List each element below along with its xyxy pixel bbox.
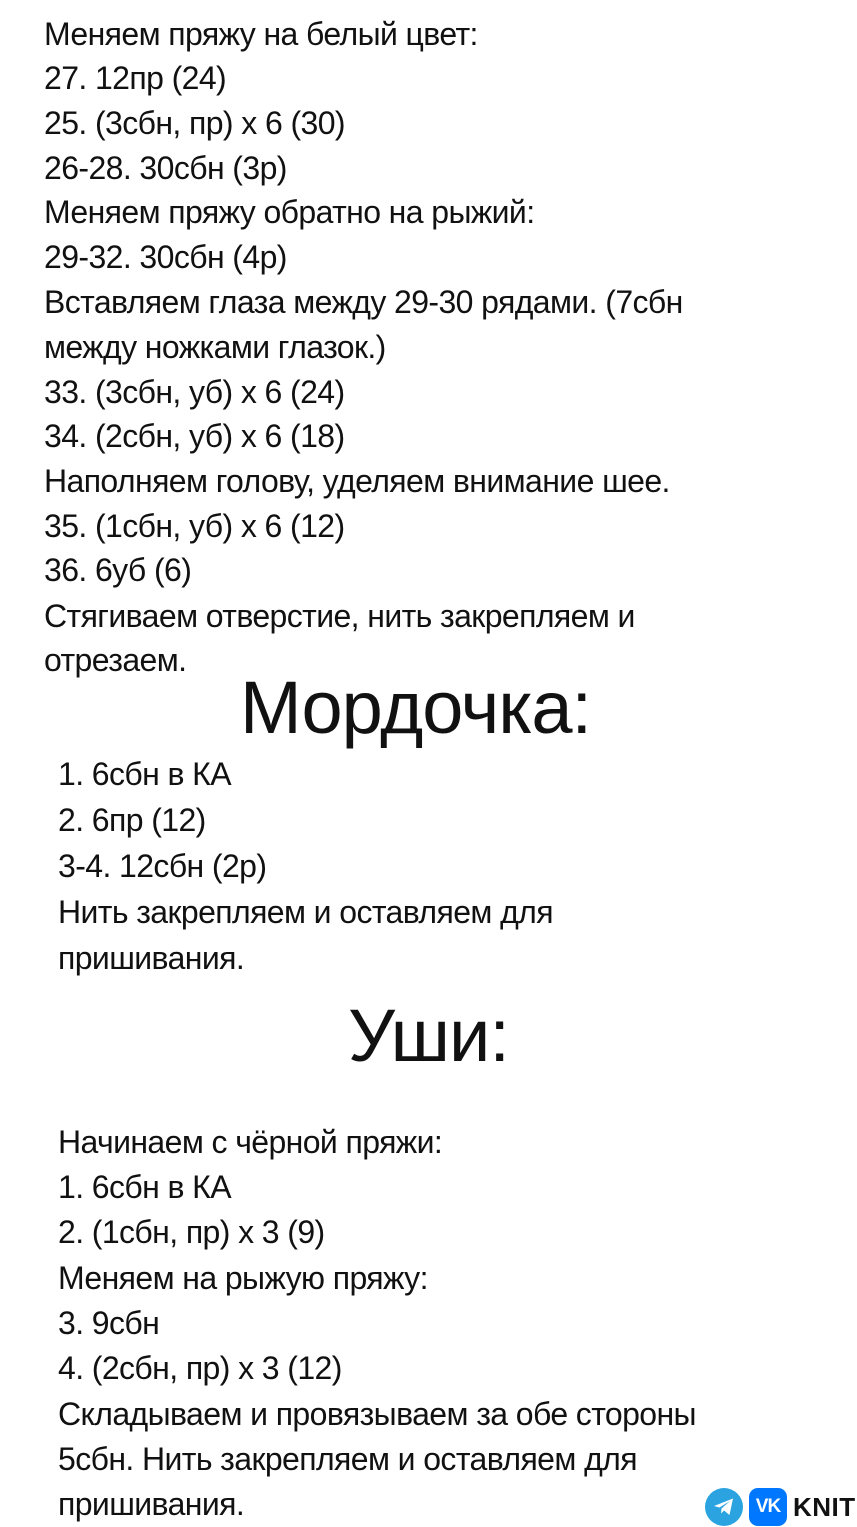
instruction-line: 35. (1сбн, уб) х 6 (12) — [44, 508, 345, 544]
instruction-line: 1. 6сбн в КА — [58, 756, 231, 792]
instruction-line: Вставляем глаза между 29-30 рядами. (7сбн — [44, 284, 683, 320]
instruction-line: 33. (3сбн, уб) х 6 (24) — [44, 374, 345, 410]
instruction-line: пришивания. — [58, 940, 245, 976]
instruction-line: 29-32. 30сбн (4р) — [44, 239, 287, 275]
instruction-line: отрезаем. — [44, 642, 187, 678]
instruction-line: 3. 9сбн — [58, 1305, 160, 1341]
instruction-line: Меняем пряжу обратно на рыжий: — [44, 194, 535, 230]
instruction-line: 36. 6уб (6) — [44, 552, 192, 588]
vk-icon: VK — [749, 1488, 787, 1526]
section-title-ears: Уши: — [348, 994, 509, 1077]
instruction-line: 27. 12пр (24) — [44, 60, 227, 96]
instruction-line: 26-28. 30сбн (3р) — [44, 150, 287, 186]
instruction-line: Стягиваем отверстие, нить закрепляем и — [44, 598, 635, 634]
instruction-line: 2. (1сбн, пр) х 3 (9) — [58, 1214, 325, 1250]
instruction-line: Наполняем голову, уделяем внимание шее. — [44, 463, 670, 499]
instruction-line: Начинаем с чёрной пряжи: — [58, 1124, 443, 1160]
instruction-line: Меняем на рыжую пряжу: — [58, 1260, 428, 1296]
instruction-line: 34. (2сбн, уб) х 6 (18) — [44, 418, 345, 454]
instruction-line: между ножками глазок.) — [44, 329, 386, 365]
brand-label: KNIT — [793, 1491, 856, 1522]
instruction-line: 25. (3сбн, пр) х 6 (30) — [44, 105, 345, 141]
instruction-line: 1. 6сбн в КА — [58, 1169, 231, 1205]
instruction-line: 2. 6пр (12) — [58, 802, 206, 838]
instruction-line: пришивания. — [58, 1486, 245, 1522]
section-title-muzzle: Мордочка: — [240, 666, 592, 749]
watermark — [705, 1487, 856, 1527]
instruction-line: Меняем пряжу на белый цвет: — [44, 16, 478, 52]
instruction-line: 3-4. 12сбн (2р) — [58, 848, 267, 884]
instruction-line: Нить закрепляем и оставляем для — [58, 894, 553, 930]
instruction-line: 4. (2сбн, пр) х 3 (12) — [58, 1350, 342, 1386]
telegram-icon — [705, 1488, 743, 1526]
instruction-line: 5сбн. Нить закрепляем и оставляем для — [58, 1441, 637, 1477]
instruction-line: Складываем и провязываем за обе стороны — [58, 1396, 696, 1432]
